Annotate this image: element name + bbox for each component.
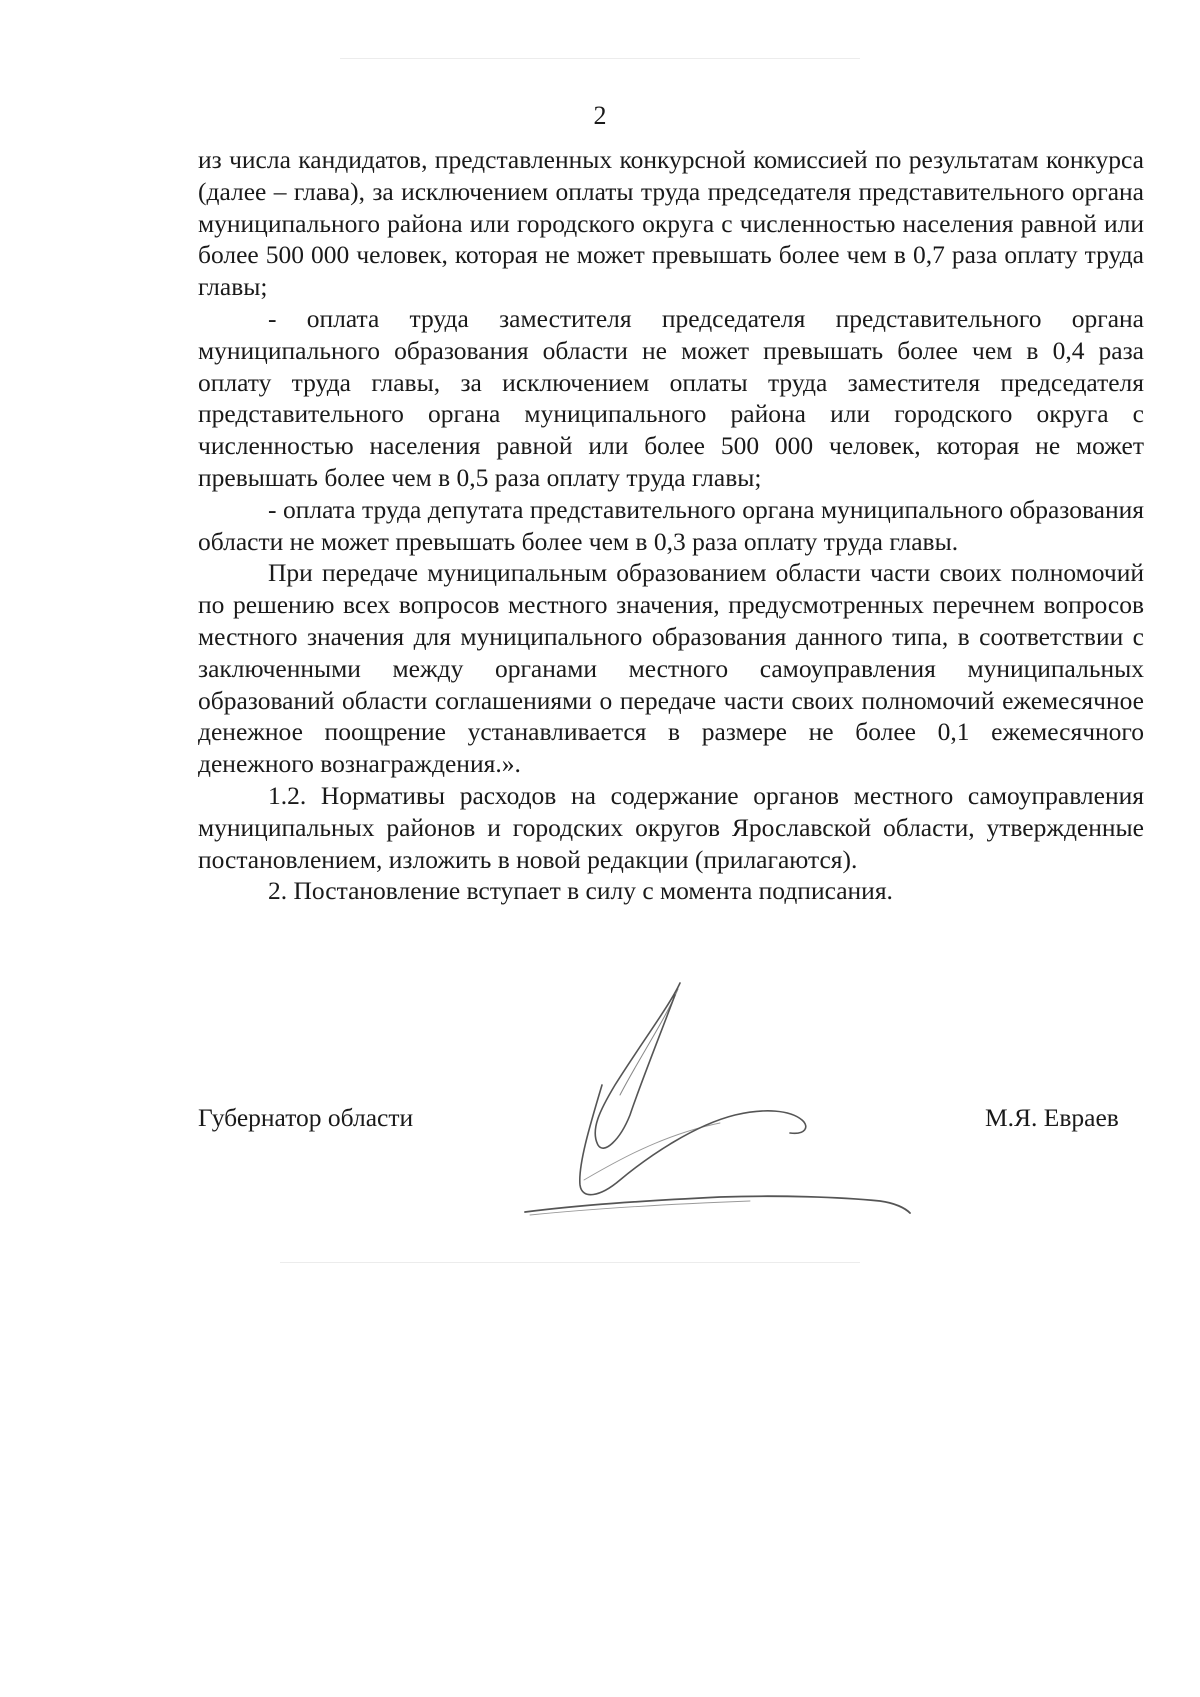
- handwritten-signature: [520, 975, 940, 1225]
- scan-artifact-line: [340, 58, 860, 59]
- signatory-position: Губернатор области: [198, 1103, 414, 1132]
- signatory-name: М.Я. Евраев: [985, 1103, 1119, 1132]
- document-body: [198, 144, 1144, 907]
- paragraph-item-2: 2. Постановление вступает в силу с момента подписания.: [268, 876, 893, 906]
- paragraph-powers-transfer: При передаче муниципальным образованием области части своих полномочий по решению всех вопросов местного значения, предусмотренных перечнем вопросов местного значения для муниципального образования данного типа, в соответствии с заключенными между органами местного самоуправления муниципальных образований области соглашениями о передаче части своих полномочий ежемесячное денежное поощрение устанавливается в размере не более 0,1 ежемесячного денежного вознаграждения.».: [198, 558, 1144, 779]
- paragraph-deputy-pay: - оплата труда депутата представительного органа муниципального образования области не может превышать более чем в 0,3 раза оплату труда главы.: [198, 494, 1144, 556]
- scan-artifact-line: [280, 1262, 860, 1263]
- paragraph-continuation: из числа кандидатов, представленных конкурсной комиссией по результатам конкурса (далее – глава), за исключением оплаты труда председателя представительного органа муниципального района или городского округа с численностью населения равной или более 500 000 человек, которая не может превышать более чем в 0,7 раза оплату труда главы;: [198, 145, 1144, 302]
- paragraph-deputy-chair-pay: - оплата труда заместителя председателя представительного органа муниципального образования области не может превышать более чем в 0,4 раза оплату труда главы, за исключением оплаты труда заместителя председателя представительного органа муниципального района или городского округа с численностью населения равной или более 500 000 человек, которая не может превышать более чем в 0,5 раза оплату труда главы;: [198, 303, 1144, 492]
- paragraph-item-1-2: 1.2. Нормативы расходов на содержание органов местного самоуправления муниципальных районов и городских округов Ярославской области, утвержденные постановлением, изложить в новой редакции (прилагаются).: [198, 780, 1144, 874]
- page-number: 2: [593, 101, 607, 130]
